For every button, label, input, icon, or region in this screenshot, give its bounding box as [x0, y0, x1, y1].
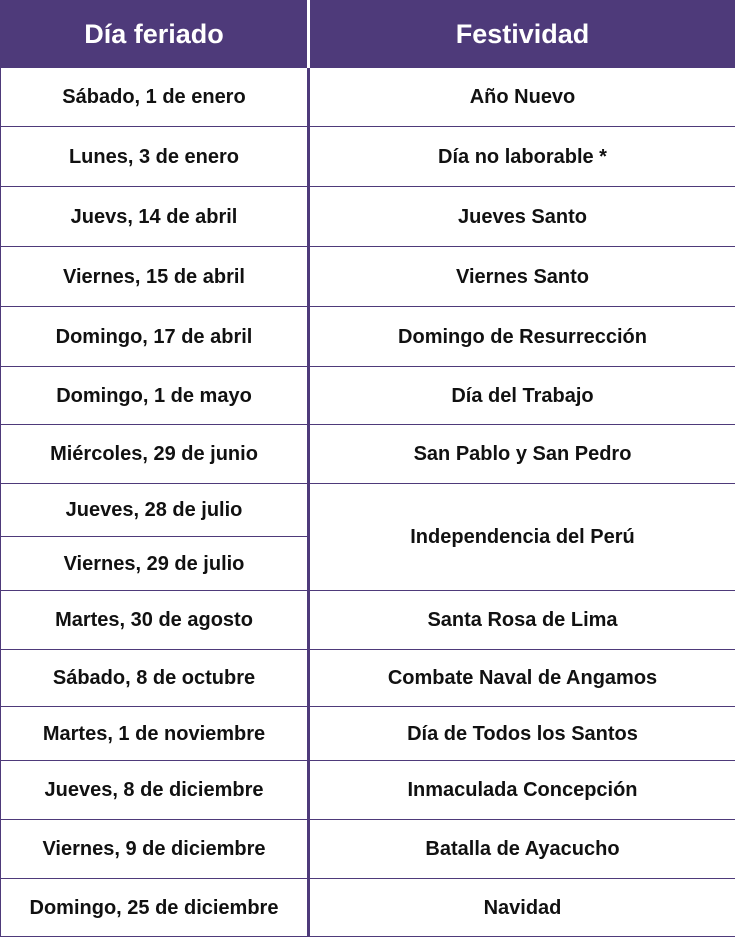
header-date: Día feriado [1, 1, 309, 68]
date-cell: Jueves, 28 de julio [1, 484, 309, 537]
date-cell: Viernes, 15 de abril [1, 247, 309, 307]
date-cell: Domingo, 17 de abril [1, 307, 309, 367]
holiday-cell: Batalla de Ayacucho [309, 820, 735, 879]
holiday-cell: Día de Todos los Santos [309, 707, 735, 761]
holiday-cell: Jueves Santo [309, 187, 735, 247]
holiday-cell: Día del Trabajo [309, 367, 735, 425]
table-row [1, 591, 735, 650]
table-row [1, 484, 735, 537]
date-cell: Miércoles, 29 de junio [1, 425, 309, 484]
table-row [1, 187, 735, 247]
table-row [1, 127, 735, 187]
holiday-cell: Domingo de Resurrección [309, 307, 735, 367]
table-row [1, 650, 735, 707]
holiday-cell: Combate Naval de Angamos [309, 650, 735, 707]
holiday-cell: Año Nuevo [309, 68, 735, 127]
table-row [1, 879, 735, 937]
date-cell: Domingo, 1 de mayo [1, 367, 309, 425]
holiday-cell: Inmaculada Concepción [309, 761, 735, 820]
date-cell: Viernes, 9 de diciembre [1, 820, 309, 879]
header-holiday: Festividad [309, 1, 735, 68]
holiday-cell: Santa Rosa de Lima [309, 591, 735, 650]
date-cell: Lunes, 3 de enero [1, 127, 309, 187]
date-cell: Juevs, 14 de abril [1, 187, 309, 247]
date-cell: Sábado, 1 de enero [1, 68, 309, 127]
table-row [1, 247, 735, 307]
table-row [1, 307, 735, 367]
table-row [1, 425, 735, 484]
holiday-cell: Navidad [309, 879, 735, 937]
table-row [1, 820, 735, 879]
date-cell: Martes, 30 de agosto [1, 591, 309, 650]
table-row [1, 761, 735, 820]
date-cell: Viernes, 29 de julio [1, 537, 309, 591]
holiday-cell: San Pablo y San Pedro [309, 425, 735, 484]
holiday-cell: Viernes Santo [309, 247, 735, 307]
date-cell: Martes, 1 de noviembre [1, 707, 309, 761]
table-row [1, 367, 735, 425]
holiday-cell: Independencia del Perú [309, 484, 735, 591]
holiday-cell: Día no laborable * [309, 127, 735, 187]
table-row [1, 68, 735, 127]
header-row [1, 1, 735, 68]
date-cell: Domingo, 25 de diciembre [1, 879, 309, 937]
date-cell: Jueves, 8 de diciembre [1, 761, 309, 820]
date-cell: Sábado, 8 de octubre [1, 650, 309, 707]
table-row [1, 707, 735, 761]
